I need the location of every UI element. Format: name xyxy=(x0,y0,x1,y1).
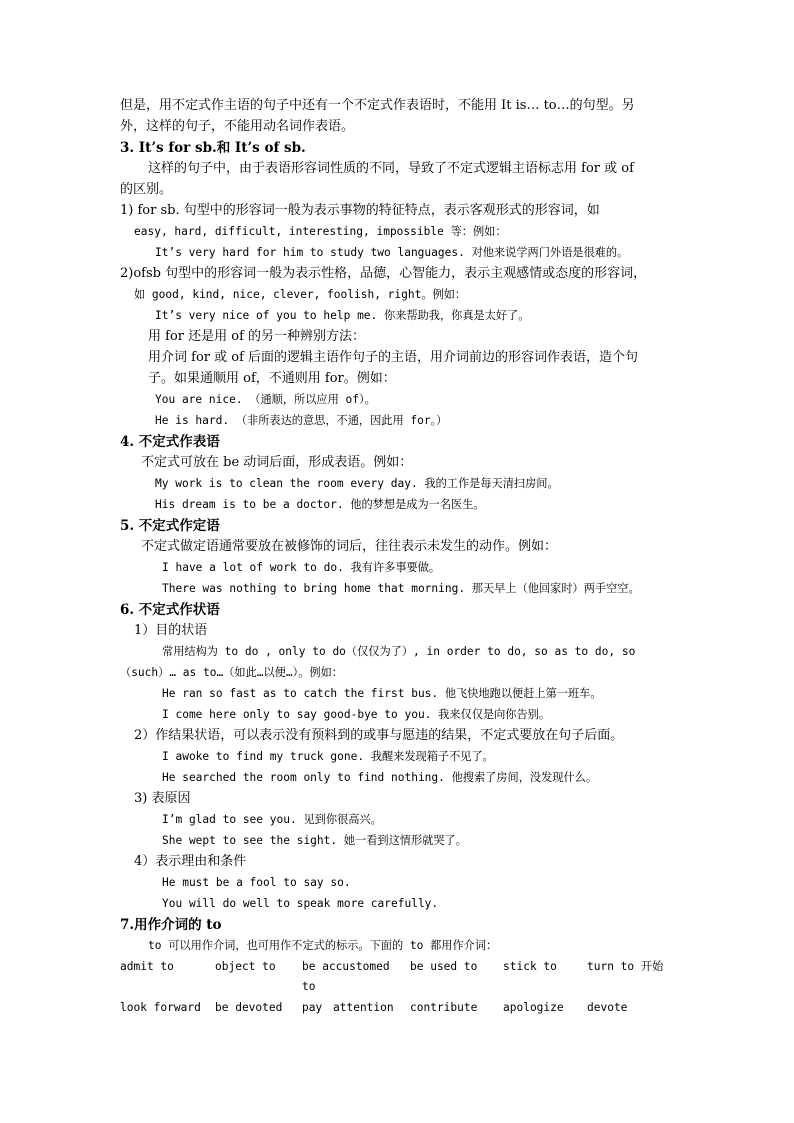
table-cell: be used to xyxy=(410,960,478,973)
example-sentence: My work is to clean the room every day. 我的工作是每天清扫房间。 xyxy=(155,477,559,490)
section-heading-7: 7.用作介词的 to xyxy=(120,917,222,933)
section-heading-5: 5. 不定式作定语 xyxy=(120,518,220,534)
text-line: 不定式做定语通常要放在被修饰的词后，往往表示未发生的动作。例如： xyxy=(141,539,558,554)
table-cell: to xyxy=(302,980,316,993)
text-line: （such）… as to…（如此…以便…）。例如： xyxy=(120,666,343,679)
table-cell: look forward xyxy=(120,1001,201,1014)
table-cell: turn to 开始 xyxy=(587,960,664,973)
subheading: 2）作结果状语，可以表示没有预料到的或事与愿违的结果，不定式要放在句子后面。 xyxy=(134,728,624,743)
subheading: 3) 表原因 xyxy=(134,791,191,806)
table-cell: pay xyxy=(302,1001,323,1014)
text-line: 用介词 for 或 of 后面的逻辑主语作句子的主语，用介词前边的形容词作表语，造个句 xyxy=(148,350,639,365)
section-heading-6: 6. 不定式作状语 xyxy=(120,602,220,618)
section-heading-3: 3. It’s for sb.和 It’s of sb. xyxy=(120,140,306,156)
example-sentence: He searched the room only to find nothing. 他搜索了房间，没发现什么。 xyxy=(162,771,598,784)
text-line: 1) for sb. 句型中的形容词一般为表示事物的特征特点，表示客观形式的形容词，如 xyxy=(120,203,600,218)
section-heading-4: 4. 不定式作表语 xyxy=(120,434,220,450)
table-cell: apologize xyxy=(503,1001,564,1014)
example-sentence: It’s very hard for him to study two languages. 对他来说学两门外语是很难的。 xyxy=(155,246,629,259)
subheading: 4）表示理由和条件 xyxy=(134,854,247,869)
example-sentence: It’s very nice of you to help me. 你来帮助我，你真是太好了。 xyxy=(155,309,530,322)
table-cell: stick to xyxy=(503,960,557,973)
example-sentence: He ran so fast as to catch the first bus. 他飞快地跑以便赶上第一班车。 xyxy=(162,687,602,700)
example-sentence: There was nothing to bring home that morning. 那天早上（他回家时）两手空空。 xyxy=(162,582,640,595)
table-cell: be devoted xyxy=(215,1001,283,1014)
table-cell: contribute xyxy=(410,1001,478,1014)
table-cell: attention xyxy=(333,1001,394,1014)
example-sentence: I have a lot of work to do. 我有许多事要做。 xyxy=(162,561,441,574)
example-sentence: I come here only to say good-bye to you. 我来仅仅是向你告别。 xyxy=(162,708,551,721)
example-sentence: I’m glad to see you. 见到你很高兴。 xyxy=(162,813,382,826)
text-line: 如 good, kind, nice, clever, foolish, right。例如： xyxy=(134,288,467,301)
example-sentence: He must be a fool to say so. xyxy=(162,876,351,889)
table-cell: be accustomed xyxy=(302,960,390,973)
text-line: 2)ofsb 句型中的形容词一般为表示性格，品德，心智能力，表示主观感情或态度的形容词， xyxy=(120,266,647,281)
text-line: 常用结构为 to do , only to do（仅仅为了）, in order to do, so as to do, so xyxy=(162,645,636,658)
table-cell: devote xyxy=(587,1001,628,1014)
example-sentence: His dream is to be a doctor. 他的梦想是成为一名医生。 xyxy=(155,498,485,511)
text-line: easy, hard, difficult, interesting, impossible 等：例如： xyxy=(134,225,507,238)
example-sentence: You will do well to speak more carefully. xyxy=(162,897,439,910)
text-line: 用 for 还是用 of 的另一种辨别方法： xyxy=(148,329,366,344)
subheading: 1）目的状语 xyxy=(134,623,208,638)
example-sentence: I awoke to find my truck gone. 我醒来发现箱子不见了。 xyxy=(162,750,494,763)
example-sentence: He is hard. （非所表达的意思，不通，因此用 for。） xyxy=(155,414,448,427)
text-line: 不定式可放在 be 动词后面，形成表语。例如： xyxy=(141,455,413,470)
text-line: 这样的句子中，由于表语形容词性质的不同，导致了不定式逻辑主语标志用 for 或 of xyxy=(148,161,634,176)
table-cell: admit to xyxy=(120,960,174,973)
table-cell: object to xyxy=(215,960,276,973)
text-line: 子。如果通顺用 of，不通则用 for。例如： xyxy=(148,371,396,386)
example-sentence: You are nice. （通顺，所以应用 of）。 xyxy=(155,393,376,406)
text-line: to 可以用作介词，也可用作不定式的标示。下面的 to 都用作介词： xyxy=(148,939,498,952)
text-line: 的区别。 xyxy=(120,182,173,197)
example-sentence: She wept to see the sight. 她一看到这情形就哭了。 xyxy=(162,834,467,847)
text-line: 但是，用不定式作主语的句子中还有一个不定式作表语时，不能用 It is… to…的句型。另 xyxy=(120,98,635,113)
text-line: 外，这样的句子，不能用动名词作表语。 xyxy=(120,119,355,134)
